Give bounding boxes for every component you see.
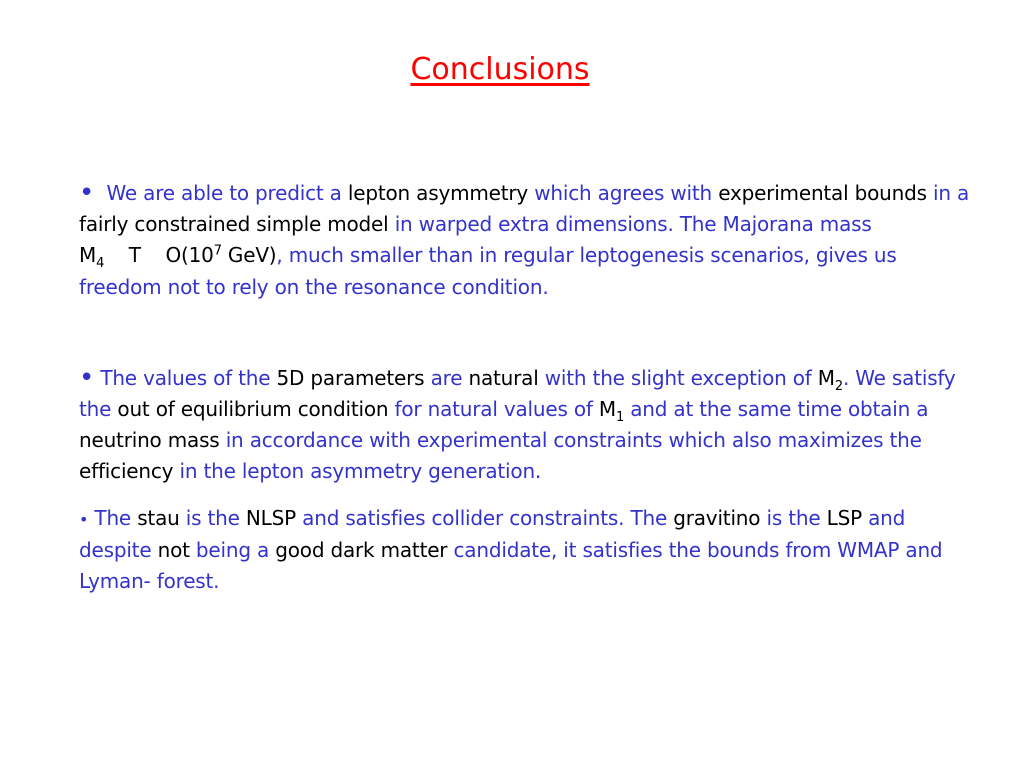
text-segment: for natural values of: [394, 397, 593, 421]
conclusion-item-1: [79, 178, 979, 303]
text-segment: natural: [468, 366, 539, 390]
text-segment: being a: [195, 538, 270, 562]
text-segment: NLSP: [245, 506, 296, 530]
text-segment: and at the same time obtain a: [630, 397, 929, 421]
text-segment: forest.: [150, 569, 220, 593]
text-segment: O(10: [165, 243, 214, 267]
text-segment: in the lepton asymmetry generation.: [179, 459, 542, 483]
text-segment: in accordance with experimental constraints which also maximizes the: [225, 428, 922, 452]
text-segment: good dark matter: [275, 538, 448, 562]
text-segment: is the: [766, 506, 821, 530]
mass-subscript: 2: [834, 379, 843, 394]
text-segment: neutrino mass: [79, 428, 220, 452]
text-segment: efficiency: [79, 459, 174, 483]
mass-letter: M: [598, 397, 616, 421]
text-segment: GeV): [221, 243, 277, 267]
text-segment: and satisfies collider constraints. The: [302, 506, 668, 530]
bullet-icon: •: [79, 178, 95, 208]
bullet-icon: •: [79, 510, 89, 529]
conclusion-item-3: [79, 503, 979, 598]
text-segment: fairly constrained simple model: [79, 212, 389, 236]
text-segment: , much smaller than in regular leptogenesis scenarios, gives us freedom not to rely on the resonance condition.: [79, 243, 897, 299]
mass-symbol: [79, 243, 105, 271]
text-segment: in warped extra dimensions. The Majorana mass: [394, 212, 872, 236]
exponent: 7: [213, 243, 222, 259]
text-segment: gravitino: [673, 506, 761, 530]
text-segment: which agrees with: [534, 181, 713, 205]
text-segment: The values of the: [100, 366, 271, 390]
text-segment: stau: [137, 506, 180, 530]
mass-subscript: 4: [96, 256, 105, 271]
text-segment: is the: [185, 506, 240, 530]
mass-subscript: 1: [615, 410, 625, 425]
text-segment: and despite: [79, 506, 906, 562]
conclusion-item-2: [79, 363, 979, 487]
text-segment: The: [94, 506, 132, 530]
text-segment: are: [430, 366, 463, 390]
text-segment: T: [128, 243, 141, 267]
mass-letter: M: [817, 366, 835, 390]
page-title: Conclusions: [410, 52, 590, 87]
text-segment: . We satisfy the: [79, 366, 956, 421]
mass-symbol: [598, 397, 625, 425]
text-segment: candidate, it satisfies the bounds from WMAP and Lyman-: [79, 538, 943, 593]
text-segment: out of equilibrium condition: [117, 397, 389, 421]
text-segment: with the slight exception of: [544, 366, 812, 390]
text-segment: LSP: [826, 506, 862, 530]
text-segment: experimental bounds: [718, 181, 927, 205]
mass-letter: M: [79, 243, 97, 267]
text-segment: not: [157, 538, 190, 562]
text-segment: 5D parameters: [276, 366, 425, 390]
text-segment: We are able to predict a: [106, 181, 342, 205]
bullet-icon: •: [79, 363, 95, 393]
text-segment: in a: [933, 181, 970, 205]
text-segment: lepton asymmetry: [347, 181, 529, 205]
mass-symbol: [817, 366, 843, 394]
energy-scale: [165, 243, 276, 267]
